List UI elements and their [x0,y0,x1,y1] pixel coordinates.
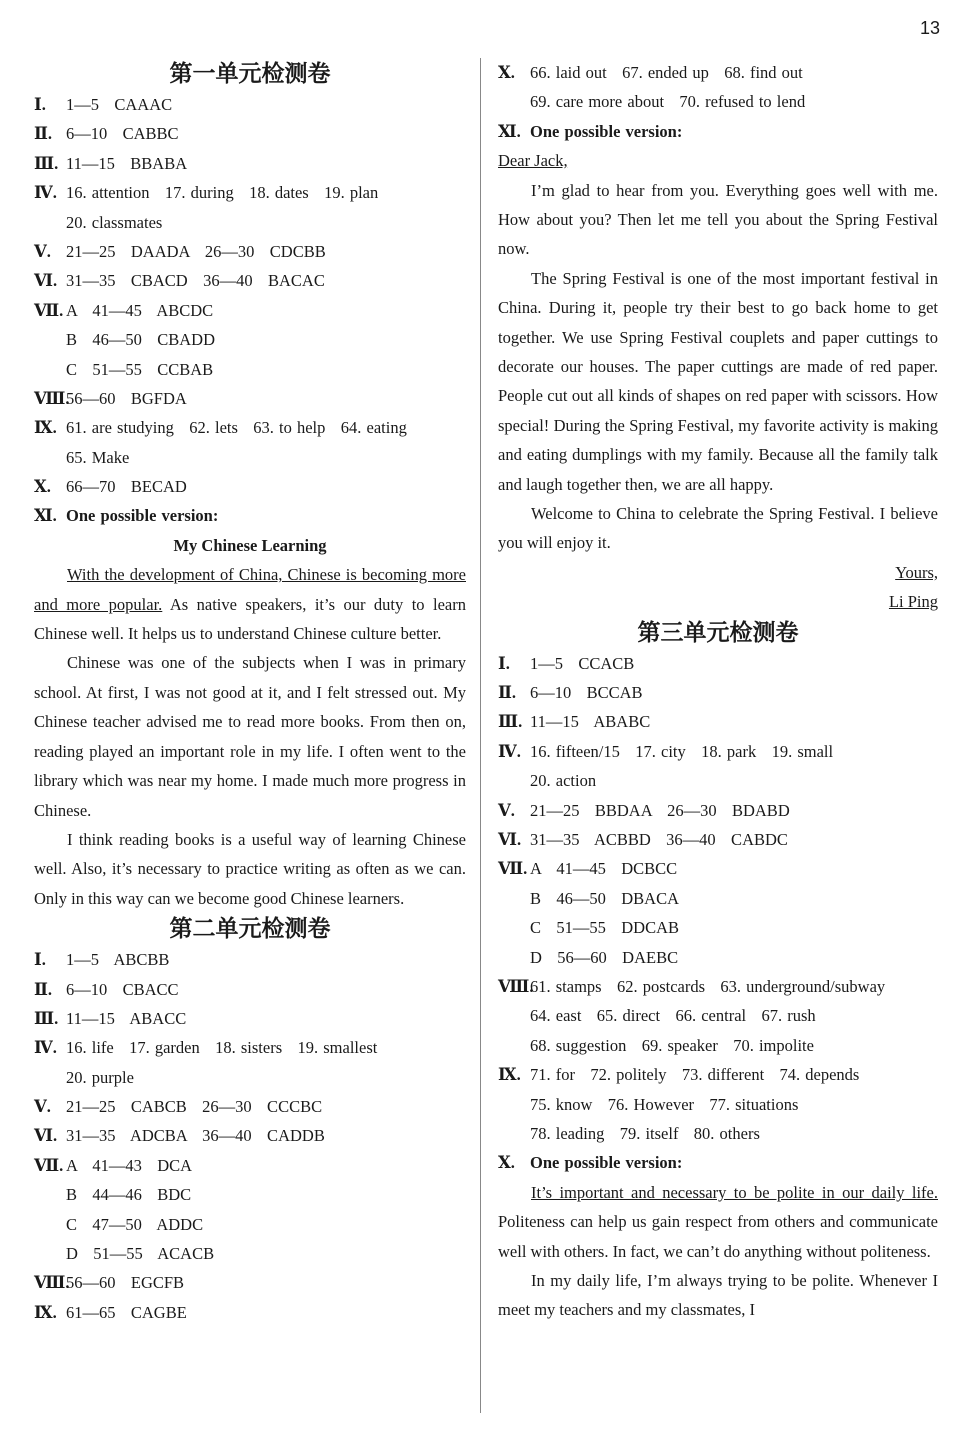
underlined-topic-sentence: It’s important and necessary to be polite in our daily life. [531,1182,938,1202]
answer-text: B 44—46 BDC [66,1185,192,1205]
section-number: Ⅲ. [34,1008,59,1028]
section-number: Ⅹ. [498,63,515,82]
unit1-answers [34,90,466,531]
answer-row [498,943,938,972]
section-number [498,1001,530,1030]
answer-text: 20. action [530,771,597,791]
answer-text: 11—15 BBABA [66,153,188,173]
answer-row [34,1298,466,1327]
answer-text: 21—25 DAADA 26—30 CDCBB [66,241,326,261]
answer-row [34,237,466,266]
right-column [498,58,938,1325]
answer-text: 69. care more about 70. refused to lend [530,92,806,112]
section-number [498,1119,530,1148]
section-number: Ⅷ. [34,388,70,408]
answer-row [34,178,466,207]
section-number: Ⅰ. [498,653,510,673]
answer-row [34,1151,466,1180]
answer-text: 68. suggestion 69. speaker 70. impolite [530,1035,814,1055]
section-number: Ⅲ. [34,153,59,173]
answer-row [498,58,938,87]
unit2-answers [34,945,466,1327]
answer-text: 66—70 BECAD [66,477,187,497]
section-number: Ⅶ. [34,300,64,320]
answer-text: 20. classmates [66,212,163,232]
section-number: Ⅹ. [498,1153,515,1173]
answer-row [498,117,938,146]
section-number [498,913,530,942]
answer-text: 64. east 65. direct 66. central 67. rush [530,1006,816,1026]
answer-text: D 51—55 ACACB [66,1244,215,1264]
essay-paragraph [34,560,466,648]
answer-row [498,678,938,707]
answer-row [34,975,466,1004]
section-number: Ⅱ. [34,124,53,144]
unit1-title: 第一单元检测卷 [169,61,331,87]
answer-text: C 51—55 CCBAB [66,359,214,379]
answer-text: 11—15 ABABC [530,712,651,732]
answer-row [498,913,938,942]
answer-text: One possible version: [530,121,683,141]
section-number: Ⅵ. [34,271,58,291]
answer-row [498,796,938,825]
essay-text: As native speakers, it’s our duty to learn Chinese well. It helps us to understand Chinese culture better. [34,594,466,644]
unit1-essay-title: My Chinese Learning [173,535,327,555]
answer-text: C 47—50 ADDC [66,1214,204,1234]
section-number: Ⅱ. [498,683,517,703]
answer-text: 21—25 BBDAA 26—30 BDABD [530,800,790,820]
answer-row [34,1268,466,1297]
section-number: Ⅰ. [34,950,46,970]
answer-text: 61. stamps 62. postcards 63. underground/subway [530,976,886,996]
essay-paragraph: In my daily life, I’m always trying to be polite. Whenever I meet my teachers and my classmates, I [498,1270,938,1320]
section-number: Ⅴ. [498,800,515,820]
answer-row [34,1033,466,1062]
answer-row [34,266,466,295]
unit1-essay [34,560,466,913]
section-number: Ⅳ. [34,1038,57,1058]
answer-text: 31—35 ACBBD 36—40 CABDC [530,830,788,850]
answer-row [34,1239,466,1268]
answer-row [498,854,938,883]
answer-row [34,501,466,530]
answer-text: 75. know 76. However 77. situations [530,1094,799,1114]
answer-row [498,1001,938,1030]
answer-text: 56—60 BGFDA [66,388,187,408]
answer-text: 16. life 17. garden 18. sisters 19. smallest [66,1038,378,1058]
unit2-title: 第二单元检测卷 [169,916,331,943]
closing-text: Yours, [895,562,938,582]
section-number: Ⅵ. [34,1126,58,1146]
answer-text: B 46—50 DBACA [530,888,680,908]
answer-text: 61—65 CAGBE [66,1302,187,1322]
answer-text: 31—35 ADCBA 36—40 CADDB [66,1126,325,1146]
section-number: Ⅺ. [498,121,521,141]
answer-text: 61. are studying 62. lets 63. to help 64. eating [66,418,407,438]
answer-row [498,707,938,736]
page-number: 13 [919,18,940,38]
section-number: Ⅳ. [498,741,521,761]
answer-row [34,119,466,148]
answer-row [34,1092,466,1121]
answer-row [498,884,938,913]
section-number: Ⅸ. [34,1302,57,1322]
section-number [498,943,530,972]
section-number: Ⅺ. [34,506,57,526]
section-number [34,355,66,384]
answer-row [498,649,938,678]
letter [498,146,938,617]
letter-paragraph: Welcome to China to celebrate the Spring Festival. I believe you will enjoy it. [498,504,938,553]
signature-text: Li Ping [888,592,938,612]
underlined-topic-sentence: With the development of China, Chinese is becoming more and more popular. [34,565,466,614]
section-number: Ⅸ. [498,1065,521,1085]
section-number [498,1031,530,1060]
answer-text: 16. fifteen/15 17. city 18. park 19. small [530,741,834,761]
answer-text: 1—5 CAAAC [66,95,173,114]
essay-paragraph: Chinese was one of the subjects when I was in primary school. At first, I was not good at it, and I felt stressed out. My Chinese teacher advised me to read more books. From then on, reading played an important role in my life. I often went to the library which was near my home. I made much more progress in Chinese. [34,653,466,820]
answer-text: D 56—60 DAEBC [530,947,679,967]
answer-text: 71. for 72. politely 73. different 74. depends [530,1065,860,1085]
answer-row [34,1180,466,1209]
section-number: Ⅳ. [34,183,57,203]
essay-paragraph [498,1178,938,1266]
section-number [34,325,66,354]
section-number: Ⅷ. [34,1273,70,1293]
unit3-essay [498,1178,938,1325]
answer-text: One possible version: [530,1153,683,1173]
section-number: Ⅹ. [34,477,51,497]
section-number: Ⅷ. [498,976,534,996]
answer-row [498,1119,938,1148]
answer-row [498,972,938,1001]
answer-row [34,945,466,974]
answer-text: 16. attention 17. during 18. dates 19. plan [66,183,379,203]
answer-text: 6—10 CABBC [66,124,179,144]
section-number [34,1210,66,1239]
section-number: Ⅸ. [34,418,57,438]
answer-row [498,87,938,116]
unit1-continued-answers [498,58,938,146]
answer-text: 1—5 ABCBB [66,950,170,970]
answer-text: 66. laid out 67. ended up 68. find out [530,63,803,82]
section-number: Ⅶ. [34,1155,64,1175]
left-column [34,58,466,1327]
answer-row [34,1063,466,1092]
answer-text: 6—10 CBACC [66,979,179,999]
answer-text: 1—5 CCACB [530,653,635,673]
section-number [34,443,66,472]
answer-row [34,208,466,237]
answer-text: C 51—55 DDCAB [530,918,680,938]
answer-row [34,149,466,178]
section-number: Ⅵ. [498,830,522,850]
section-number: Ⅰ. [34,95,46,114]
section-number [498,884,530,913]
answer-row [498,1060,938,1089]
answer-text: 56—60 EGCFB [66,1273,185,1293]
answer-text: One possible version: [66,506,219,526]
answer-text: 11—15 ABACC [66,1008,187,1028]
section-number [498,766,530,795]
unit3-answers [498,649,938,1178]
answer-text: A 41—43 DCA [66,1155,193,1175]
answer-text: 20. purple [66,1067,134,1087]
answer-text: 65. Make [66,447,130,467]
letter-closing [498,558,938,587]
section-number [34,208,66,237]
answer-text: 6—10 BCCAB [530,683,643,703]
answer-text: 31—35 CBACD 36—40 BACAC [66,271,325,291]
essay-paragraph: I think reading books is a useful way of learning Chinese well. Also, it’s necessary to practice writing as often as we can. Only in this way can we become good Chinese learners. [34,829,466,908]
answer-row [498,1090,938,1119]
section-number: Ⅲ. [498,712,523,732]
section-number [34,1239,66,1268]
answer-row [34,296,466,325]
letter-paragraph: I’m glad to hear from you. Everything goes well with me. How about you? Then let me tell you about the Spring Festival now. [498,180,938,259]
answer-row [34,1210,466,1239]
answer-row [34,413,466,442]
answer-row [34,355,466,384]
section-number: Ⅶ. [498,859,528,879]
answer-row [498,1148,938,1177]
section-number [498,87,530,116]
column-divider [480,58,481,1413]
answer-row [34,325,466,354]
answer-text: 21—25 CABCB 26—30 CCCBC [66,1097,323,1117]
unit3-title: 第三单元检测卷 [637,619,799,646]
answer-row [34,1121,466,1150]
answer-row [498,737,938,766]
answer-text: 78. leading 79. itself 80. others [530,1123,760,1143]
letter-signature [498,587,938,616]
section-number: Ⅴ. [34,241,51,261]
answer-row [34,1004,466,1033]
section-number [34,1180,66,1209]
answer-row [34,472,466,501]
section-number: Ⅴ. [34,1097,51,1117]
answer-text: A 41—45 ABCDC [66,300,214,320]
answer-row [498,766,938,795]
letter-paragraph: The Spring Festival is one of the most important festival in China. During it, people try their best to go back home to get together. We use Spring Festival couplets and paper cuttings to decorate our houses. The paper cuttings are made of red paper. People cut out all kinds of shapes on red paper with scissors. How special! During the Spring Festival, my favorite activity is making and eating dumplings with my family. Because all the family talk and laugh together then, we are all happy. [498,268,938,494]
section-number: Ⅱ. [34,979,53,999]
answer-row [498,825,938,854]
answer-row [34,384,466,413]
answer-text: A 41—45 DCBCC [530,859,678,879]
answer-text: B 46—50 CBADD [66,330,216,350]
letter-greeting: Dear Jack, [498,151,568,171]
answer-row [34,443,466,472]
section-number [498,1090,530,1119]
answer-row [34,90,466,119]
answer-row [498,1031,938,1060]
essay-text: Politeness can help us gain respect from others and communicate well with others. In fact, we can’t do anything without politeness. [498,1212,938,1261]
section-number [34,1063,66,1092]
